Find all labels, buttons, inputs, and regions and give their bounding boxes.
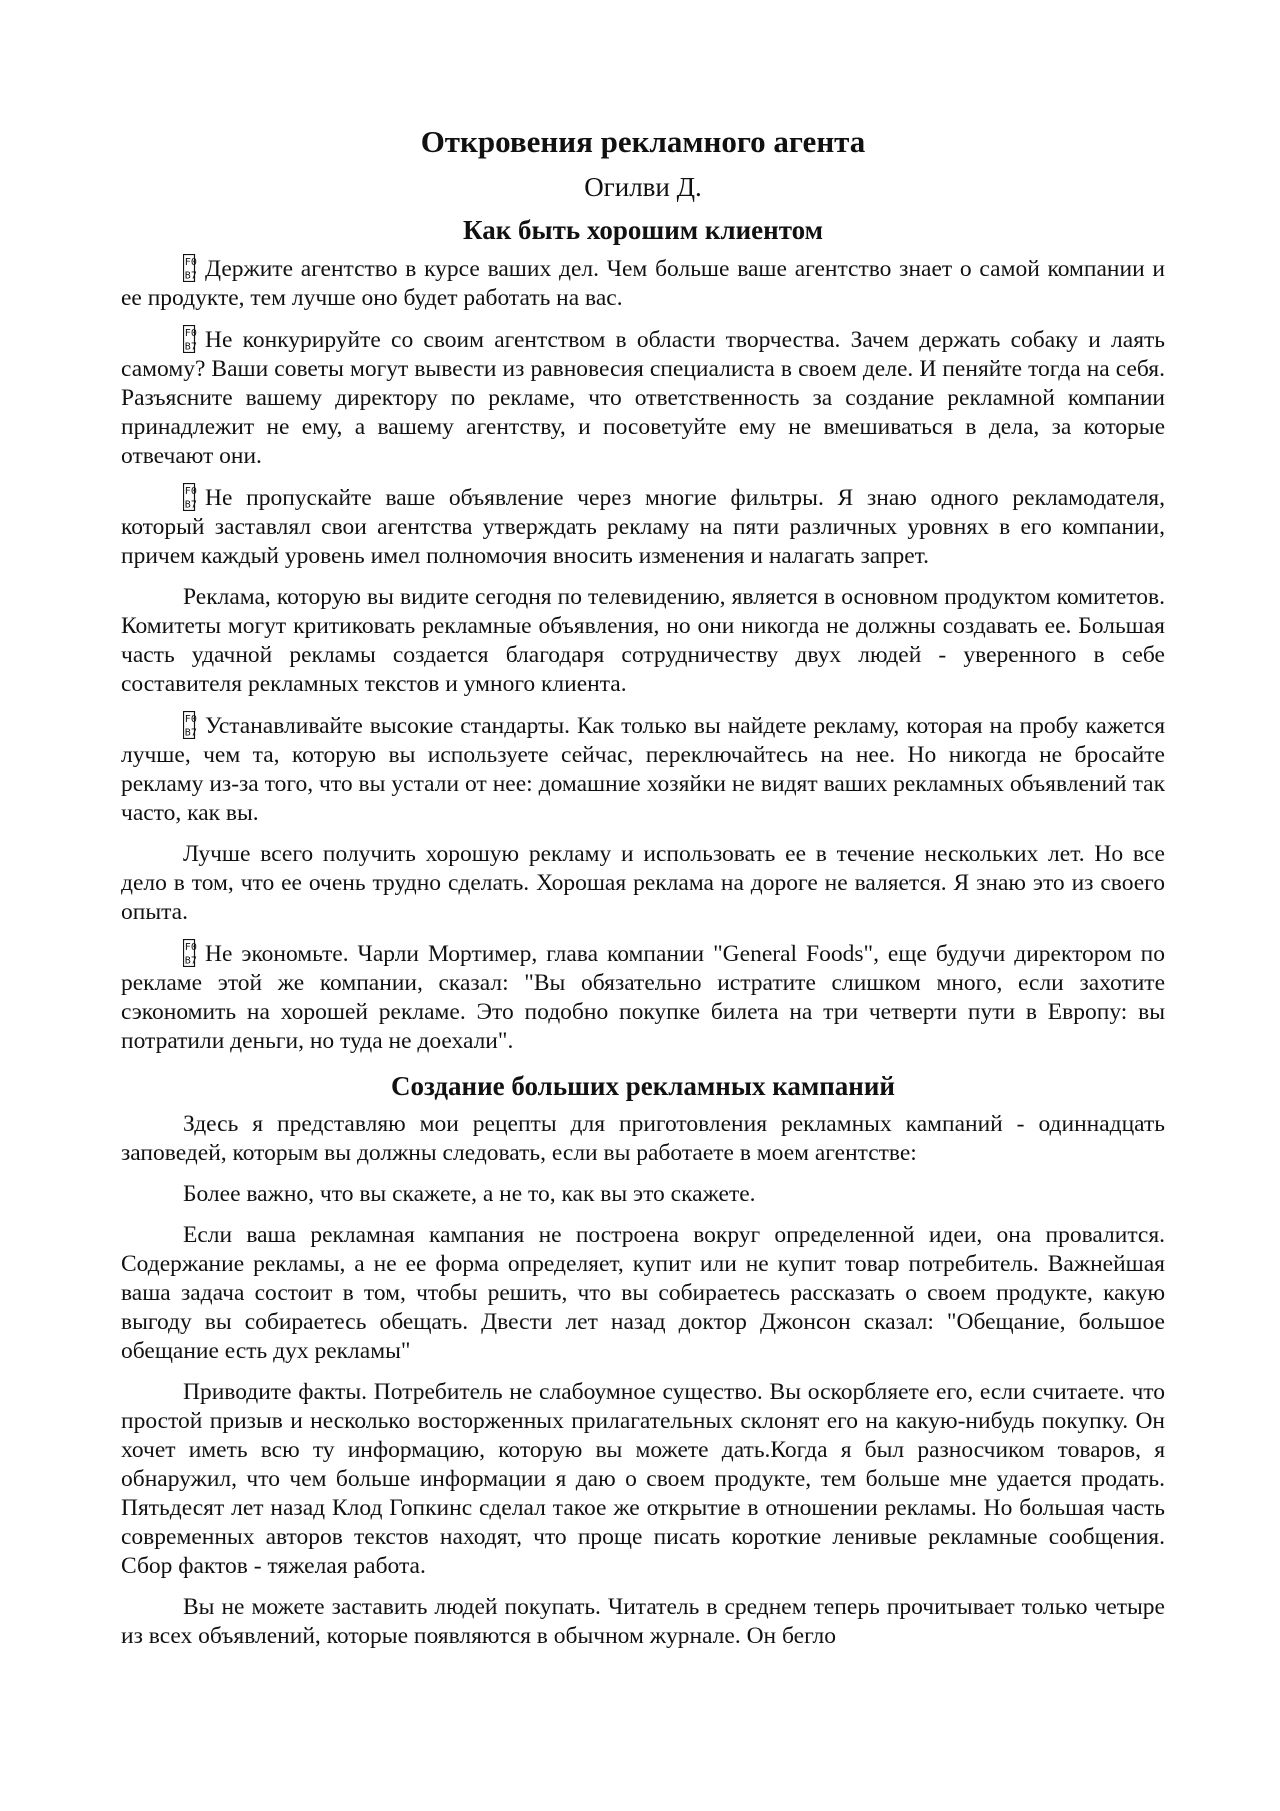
paragraph (121, 483, 1165, 571)
paragraph (121, 711, 1165, 828)
paragraph: Если ваша рекламная кампания не построена вокруг определенной идеи, она провалится. Содержание рекламы, а не ее форма определяет, купит или не купит товар потребитель. Важнейшая ваша задача состоит в том, чтобы решить, что вы собираетесь рассказать о своем продукте, какую выгоду вы собираетесь обещать. Двести лет назад доктор Джонсон сказал: "Обещание, большое обещание есть дух рекламы" (121, 1222, 1165, 1364)
glyph-code-top: F0 (184, 714, 197, 725)
paragraph: Вы не можете заставить людей покупать. Читатель в среднем теперь прочитывает только четыре из всех объявлений, которые появляются в обычном журнале. Он бегло (121, 1594, 1165, 1649)
paragraph-text: Устанавливайте высокие стандарты. Как только вы найдете рекламу, которая на пробу кажется лучше, чем та, которую вы используете сейчас, переключайтесь на нее. Но никогда не бросайте рекламу из-за того, что вы устали от нее: домашние хозяйки не видят ваших рекламных объявлений так часто, как вы. (121, 713, 1165, 826)
glyph-code-bottom: B7 (184, 955, 197, 967)
paragraph: Здесь я представляю мои рецепты для приготовления рекламных кампаний - одиннадцать заповедей, которым вы должны следовать, если вы работаете в моем агентстве: (121, 1111, 1165, 1166)
paragraph: Приводите факты. Потребитель не слабоумное существо. Вы оскорбляете его, если считаете. что простой призыв и несколько восторженных прилагательных склонят его на какую-нибудь покупку. Он хочет иметь всю ту информацию, которую вы можете дать.Когда я был разносчиком товаров, я обнаружил, что чем больше информации я даю о своем продукте, тем больше мне удается продать. Пятьдесят лет назад Клод Гопкинс сделал такое же открытие в отношении рекламы. Но большая часть современных авторов текстов находят, что проще писать короткие ленивые рекламные сообщения. Сбор фактов - тяжелая работа. (121, 1379, 1165, 1579)
paragraph (121, 939, 1165, 1056)
document-title: Откровения рекламного агента (420, 124, 866, 159)
section-good-client (121, 212, 1165, 1056)
missing-glyph-icon (183, 325, 202, 353)
paragraph: Реклама, которую вы видите сегодня по телевидению, является в основном продуктом комитетов. Комитеты могут критиковать рекламные объявления, но они никогда не должны создавать ее. Большая часть удачной рекламы создается благодаря сотрудничеству двух людей - уверенного в себе составителя рекламных текстов и умного клиента. (121, 584, 1165, 697)
glyph-code-bottom: B7 (184, 499, 197, 511)
glyph-code-bottom: B7 (184, 341, 197, 353)
paragraph: Более важно, что вы скажете, а не то, как вы это скажете. (183, 1181, 756, 1207)
glyph-code-top: F0 (184, 942, 197, 953)
paragraph (121, 254, 1165, 313)
missing-glyph-icon (183, 483, 202, 511)
paragraph (121, 325, 1165, 471)
paragraph-text: Не экономьте. Чарли Мортимер, глава компании "General Foods", еще будучи директором по рекламе этой же компании, сказал: "Вы обязательно истратите слишком много, если захотите сэкономить на хорошей рекламе. Это подобно покупке билета на три четверти пути в Европу: вы потратили деньги, но туда не доехали". (121, 941, 1165, 1054)
missing-glyph-icon (183, 939, 202, 967)
paragraph: Лучше всего получить хорошую рекламу и использовать ее в течение нескольких лет. Но все дело в том, что ее очень трудно сделать. Хорошая реклама на дороге не валяется. Я знаю это из своего опыта. (121, 841, 1165, 925)
section-heading: Создание больших рекламных кампаний (391, 1071, 895, 1101)
glyph-code-bottom: B7 (184, 270, 197, 282)
glyph-code-top: F0 (184, 328, 197, 339)
document-author: Огилви Д. (584, 172, 702, 202)
glyph-code-top: F0 (184, 257, 197, 268)
missing-glyph-icon (183, 711, 202, 739)
glyph-code-top: F0 (184, 486, 197, 497)
glyph-code-bottom: B7 (184, 727, 197, 739)
paragraph-text: Не пропускайте ваше объявление через многие фильтры. Я знаю одного рекламодателя, который заставлял свои агентства утверждать рекламу на пяти различных уровнях в его компании, причем каждый уровень имел полномочия вносить изменения и налагать запрет. (121, 485, 1165, 569)
document-page (121, 118, 1165, 1663)
section-heading: Как быть хорошим клиентом (463, 215, 823, 245)
paragraph-text: Держите агентство в курсе ваших дел. Чем больше ваше агентство знает о самой компании и ее продукте, тем лучше оно будет работать на вас. (121, 256, 1165, 311)
missing-glyph-icon (183, 254, 202, 282)
paragraph-text: Не конкурируйте со своим агентством в области творчества. Зачем держать собаку и лаять самому? Ваши советы могут вывести из равновесия специалиста в своем деле. И пеняйте тогда на себя. Разъясните вашему директору по рекламе, что ответственность за создание рекламной компании принадлежит не ему, а вашему агентству, и посоветуйте ему не вмешиваться в дела, за которые отвечают они. (121, 327, 1165, 469)
section-big-campaigns (121, 1068, 1165, 1651)
